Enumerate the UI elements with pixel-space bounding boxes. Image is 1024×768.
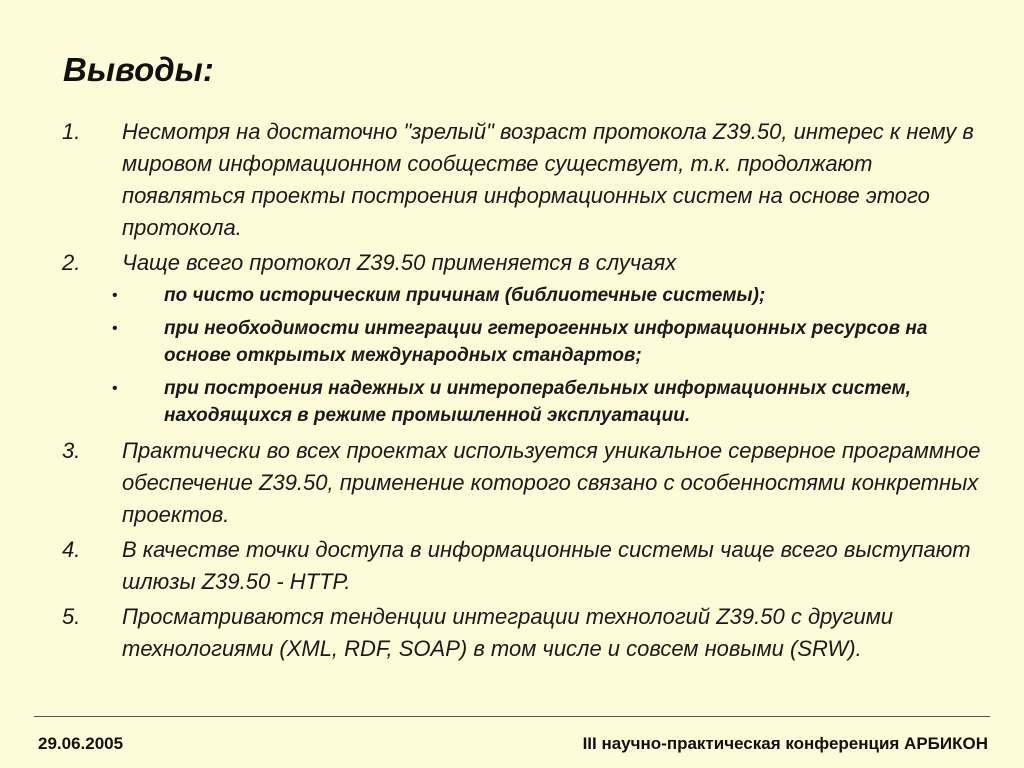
footer-date: 29.06.2005 xyxy=(38,734,124,753)
item-text: Практически во всех проектах используется уникальное серверное программное обеспечение Z39.50, применение которого связано с особенностями конкретных проектов. xyxy=(122,438,981,527)
item-text: В качестве точки доступа в информационные системы чаще всего выступают шлюзы Z39.50 - HTTP. xyxy=(122,537,971,594)
item-number: 1. xyxy=(62,119,81,144)
sub-list-item-3 xyxy=(62,375,982,429)
sub-list-item-2 xyxy=(62,315,982,369)
slide-title: Выводы: xyxy=(63,51,214,88)
item-number: 5. xyxy=(62,604,81,629)
sub-item-text: при необходимости интеграции гетерогенных информационных ресурсов на основе открытых международных стандартов; xyxy=(164,318,928,366)
footer-divider xyxy=(34,716,990,717)
bullet-icon: • xyxy=(112,380,118,397)
sub-item-text: при построения надежных и интероперабельных информационных систем, находящихся в режиме промышленной эксплуатации. xyxy=(164,378,911,426)
item-number: 4. xyxy=(62,537,81,562)
sub-list xyxy=(62,282,982,429)
item-text: Просматриваются тенденции интеграции технологий Z39.50 с другими технологиями (XML, RDF, SOAP) в том числе и совсем новыми (SRW). xyxy=(122,604,894,661)
item-number: 2. xyxy=(62,250,81,275)
bullet-icon: • xyxy=(112,287,118,304)
list-item-5 xyxy=(62,601,982,665)
item-number: 3. xyxy=(62,438,81,463)
item-text: Чаще всего протокол Z39.50 применяется в случаях xyxy=(122,250,677,275)
conclusions-list xyxy=(62,116,982,668)
list-item-1 xyxy=(62,116,982,244)
footer-conference-name: III научно-практическая конференция АРБИКОН xyxy=(582,734,988,753)
sub-list-item-1 xyxy=(62,282,982,309)
sub-item-text: по чисто историческим причинам (библиотечные системы); xyxy=(164,285,766,306)
bullet-icon: • xyxy=(112,320,118,337)
list-item-3 xyxy=(62,435,982,531)
item-text: Несмотря на достаточно "зрелый" возраст протокола Z39.50, интерес к нему в мировом информационном сообществе существует, т.к. продолжают появляться проекты построения информационных систем на основе этого протокола. xyxy=(122,119,974,240)
list-item-2 xyxy=(62,247,982,279)
list-item-4 xyxy=(62,534,982,598)
